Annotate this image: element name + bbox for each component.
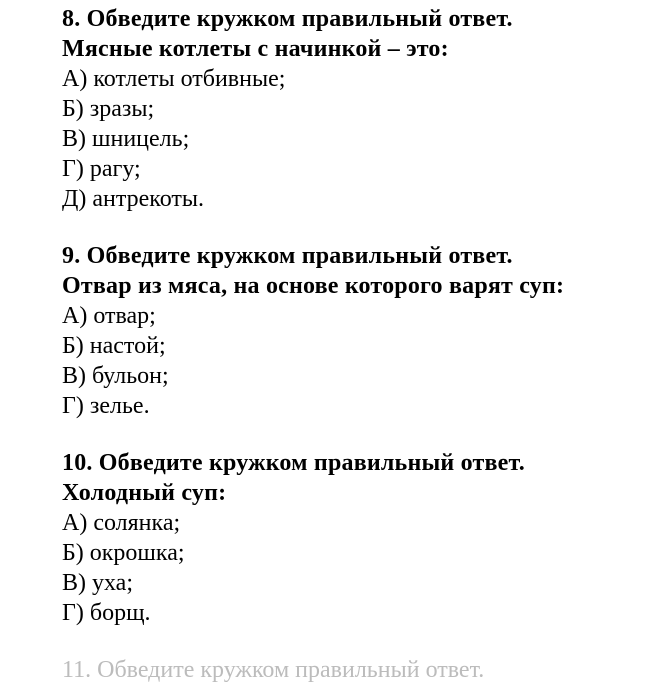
answer-option: Г) рагу;: [62, 156, 141, 182]
answer-option: В) шницель;: [62, 126, 190, 152]
question-prompt: Холодный суп:: [62, 480, 227, 506]
question-prompt: Мясные котлеты с начинкой – это:: [62, 36, 449, 62]
question-list: [62, 4, 640, 628]
answer-option: Г) борщ.: [62, 600, 151, 626]
answer-option: Б) зразы;: [62, 96, 155, 122]
question-instruction: 8. Обведите кружком правильный ответ.: [62, 6, 513, 32]
question-block: [62, 241, 640, 421]
question-block: [62, 4, 640, 214]
answer-option: Д) антрекоты.: [62, 186, 205, 212]
question-block: [62, 448, 640, 628]
answer-option: Г) зелье.: [62, 393, 150, 419]
answer-option: В) бульон;: [62, 363, 169, 389]
answer-option: Б) окрошка;: [62, 540, 185, 566]
answer-option: А) солянка;: [62, 510, 181, 536]
question-instruction: 9. Обведите кружком правильный ответ.: [62, 243, 513, 269]
answer-option: Б) настой;: [62, 333, 166, 359]
question-instruction: 10. Обведите кружком правильный ответ.: [62, 450, 525, 476]
answer-option: А) котлеты отбивные;: [62, 66, 286, 92]
clipped-next-line: 11. Обведите кружком правильный ответ.: [62, 657, 485, 683]
answer-option: А) отвар;: [62, 303, 156, 329]
question-prompt: Отвар из мяса, на основе которого варят суп:: [62, 273, 565, 299]
answer-option: В) уха;: [62, 570, 134, 596]
